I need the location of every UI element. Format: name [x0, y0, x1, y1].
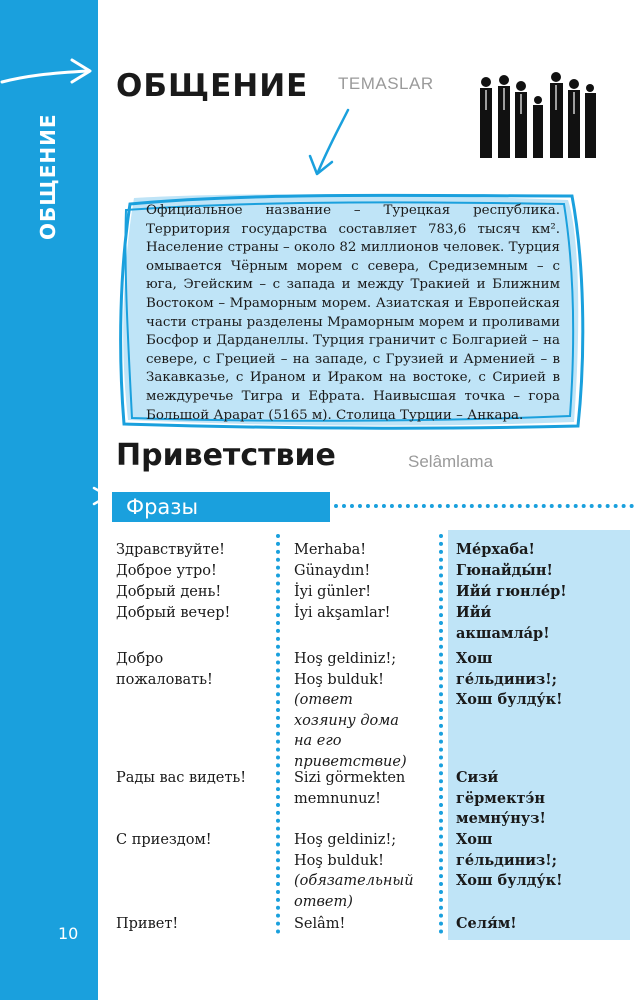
- arrow-right-icon: [0, 52, 100, 92]
- phrase-tr: Günaydın!: [294, 563, 371, 579]
- phrase-ru: Привет!: [116, 916, 179, 932]
- phrase-tr: Sizi görmekten memnunuz!: [294, 770, 406, 807]
- people-illustration: [476, 70, 600, 160]
- phrase-tr-note: (обязательный ответ): [294, 873, 414, 910]
- arrow-right-small-icon: [90, 484, 114, 508]
- phrase-tr-text: Hoş geldiniz!; Hoş bulduk!: [294, 651, 397, 688]
- arrow-down-icon: [300, 106, 360, 186]
- phrase-pron: Селя́м!: [456, 915, 517, 932]
- phrase-tr: İyi günler!: [294, 584, 372, 600]
- section-title: ОБЩЕНИЕ: [116, 68, 309, 104]
- phrase-pron: Ийи́ акшамла́р!: [456, 604, 550, 642]
- phrases-header: Фразы: [112, 492, 330, 522]
- phrase-tr: [294, 649, 414, 772]
- phrase-tr: Merhaba!: [294, 542, 367, 558]
- dotted-divider: [334, 504, 634, 508]
- phrase-pron: Ме́рхаба!: [456, 541, 535, 558]
- page-number: 10: [58, 924, 79, 943]
- section-subtitle: TEMASLAR: [338, 74, 434, 93]
- sidebar-title: ОБЩЕНИЕ: [36, 113, 60, 240]
- phrase-pron: Ийи́ гюнле́р!: [456, 583, 567, 600]
- phrase-tr: İyi akşamlar!: [294, 605, 391, 621]
- phrase-ru: Добро пожаловать!: [116, 651, 213, 688]
- phrase-pron: Хош ге́льдиниз!; Хош булду́к!: [456, 650, 563, 708]
- info-text: Официальное название – Турецкая республика. Территория государства составляет 783,6 тысяч км². Население страны – около 82 миллионов человек. Турция омывается Чёрным морем с севера, Средиземным – с юга, Эгейским – с запада и между Тракией и Ближним Востоком – Мраморным морем. Азиатская и Европейская части страны разделены Мраморным морем и проливами Босфор и Дарданеллы. Турция граничит с Болгарией – на севере, с Грецией – на западе, с Грузией и Арменией – в Закавказье, с Ираном и Ираком на востоке, с Сирией в междуречье Тигра и Ефрата. Наивысшая точка – гора Большой Арарат (5165 м). Столица Турции – Анкара.: [146, 203, 560, 423]
- phrase-ru: Доброе утро!: [116, 563, 217, 579]
- phrase-pron: Сизи́ гёрмектэ́н мемну́нуз!: [456, 769, 546, 827]
- greeting-subtitle: Selâmlama: [408, 452, 494, 471]
- phrase-ru: Рады вас видеть!: [116, 770, 247, 786]
- country-info-box: [116, 190, 586, 430]
- phrase-pron: Хош ге́льдиниз!; Хош булду́к!: [456, 831, 563, 889]
- phrase-ru: Добрый день!: [116, 584, 222, 600]
- phrase-tr: Selâm!: [294, 916, 346, 932]
- phrase-ru: Здравствуйте!: [116, 542, 225, 558]
- phrase-tr-text: Hoş geldiniz!; Hoş bulduk!: [294, 832, 397, 869]
- phrase-tr-note: (ответ хозяину дома на его приветствие): [294, 692, 407, 770]
- phrase-pron: Гюнайды́н!: [456, 562, 553, 579]
- phrase-ru: С приездом!: [116, 832, 212, 848]
- phrase-tr: [294, 830, 424, 912]
- phrase-ru: Добрый вечер!: [116, 605, 231, 621]
- column-divider: [276, 534, 280, 934]
- greeting-title: Приветствие: [116, 438, 336, 473]
